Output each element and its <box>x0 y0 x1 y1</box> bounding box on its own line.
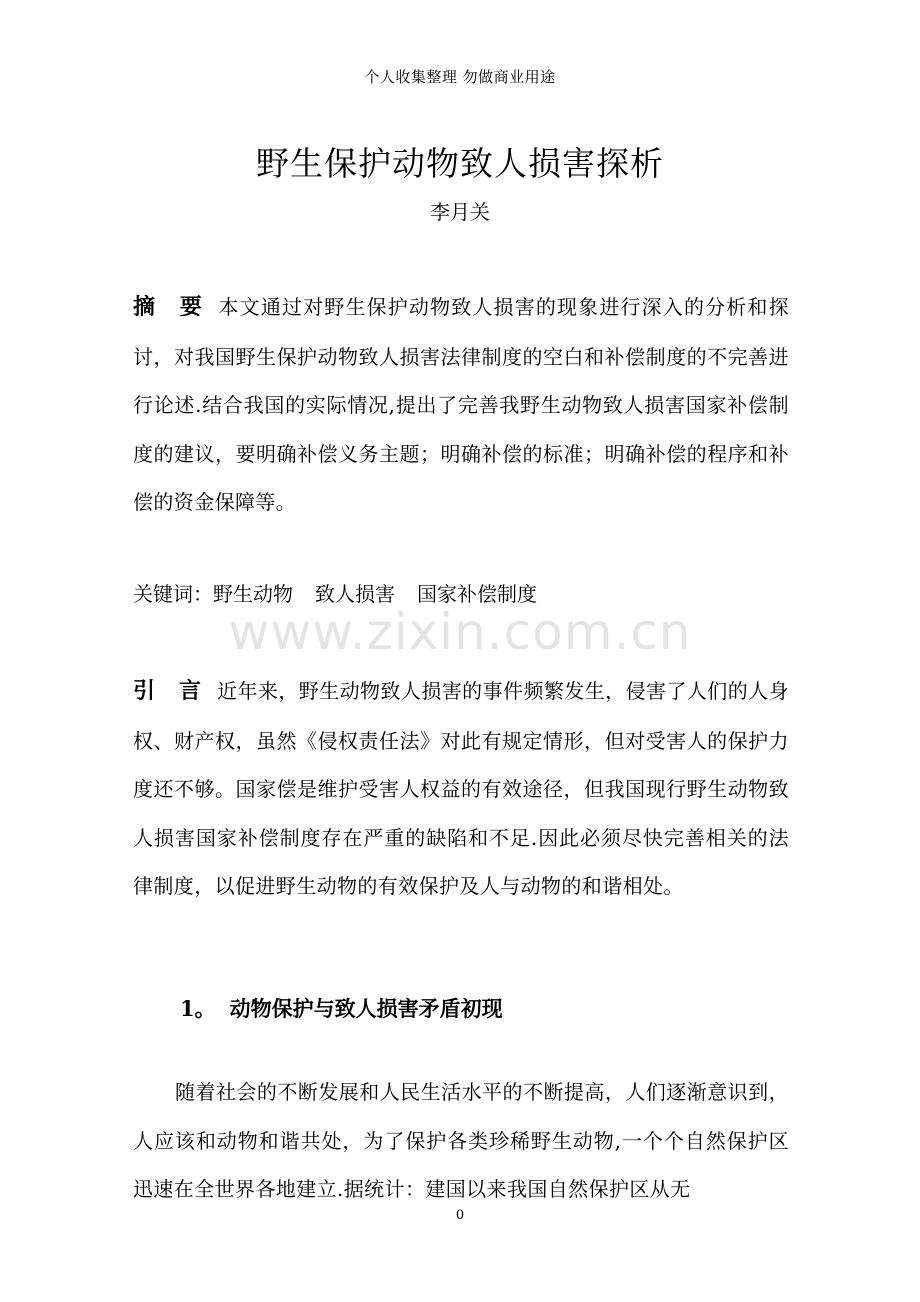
watermark-text: www.zixin.com.cn <box>228 603 692 661</box>
abstract-label: 摘要 <box>133 295 227 320</box>
intro-text: 近年来，野生动物致人损害的事件频繁发生，侵害了人们的人身权、财产权，虽然《侵权责任法》对此有规定情形，但对受害人的保护力度还不够。国家偿是维护受害人权益的有效途径，但我国现行野生动物致人损害国家补偿制度存在严重的缺陷和不足.因此必须尽快完善相关的法律制度，以促进野生动物的有效保护及人与动物的和谐相处。 <box>133 679 789 898</box>
keyword-item: 国家补偿制度 <box>417 582 537 606</box>
header-note: 个人收集整理 勿做商业用途 <box>364 68 556 86</box>
section-title: 动物保护与致人损害矛盾初现 <box>229 997 503 1021</box>
section-heading <box>180 993 503 1023</box>
abstract-text: 本文通过对野生保护动物致人损害的现象进行深入的分析和探讨，对我国野生保护动物致人损害法律制度的空白和补偿制度的不完善进行论述.结合我国的实际情况,提出了完善我野生动物致人损害国家补偿制度的建议，要明确补偿义务主题；明确补偿的标准；明确补偿的程序和补偿的资金保障等。 <box>133 295 789 514</box>
keywords-label: 关键词： <box>133 582 213 606</box>
keyword-item: 致人损害 <box>315 582 395 606</box>
keyword-item: 野生动物 <box>213 582 293 606</box>
document-title: 野生保护动物致人损害探析 <box>256 144 664 183</box>
intro-label: 引言 <box>133 679 226 704</box>
abstract-paragraph <box>133 283 789 527</box>
page-number: 0 <box>455 1208 465 1223</box>
section-number: 1。 <box>180 996 216 1021</box>
intro-paragraph <box>133 667 789 911</box>
author-name: 李月关 <box>430 200 490 224</box>
section-paragraph: 随着社会的不断发展和人民生活水平的不断提高，人们逐渐意识到，人应该和动物和谐共处，为了保护各类珍稀野生动物,一个个自然保护区迅速在全世界各地建立.据统计：建国以来我国自然保护区从无 <box>133 1080 789 1201</box>
